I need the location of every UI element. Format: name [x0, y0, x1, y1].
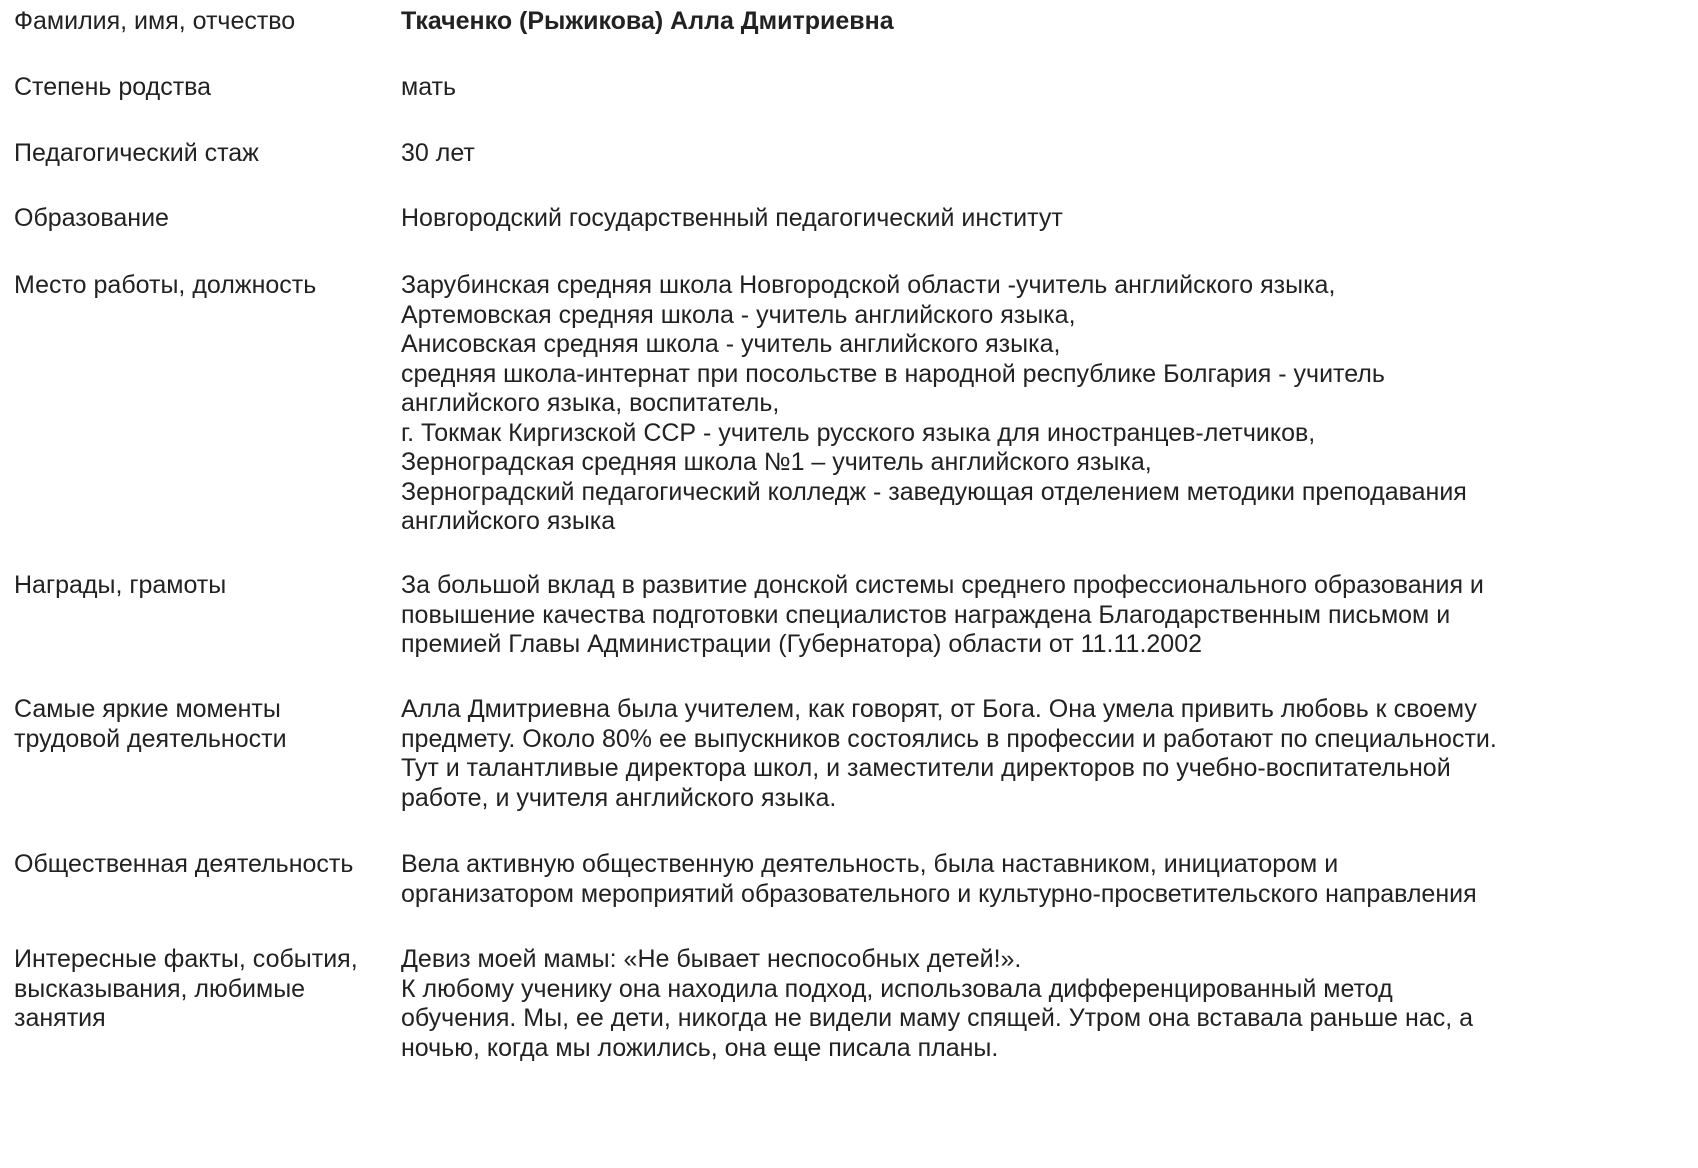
value-line: премией Главы Администрации (Губернатора) области от 11.11.2002 [401, 630, 1203, 658]
value-public-activity [388, 850, 1661, 909]
value-line: 30 лет [401, 139, 475, 167]
value-line: организатором мероприятий образовательного и культурно-просветительского направления [401, 879, 1477, 908]
label-full-name: Фамилия, имя, отчество [14, 7, 296, 35]
value-line: г. Токмак Киргизской ССР - учитель русского языка для иностранцев-летчиков, [401, 418, 1316, 447]
value-line: Анисовская средняя школа - учитель английского языка, [401, 330, 1061, 358]
value-line: Зерноградская средняя школа №1 – учитель английского языка, [401, 448, 1152, 476]
value-line: английского языка [401, 507, 616, 535]
row-interesting-facts [0, 945, 1698, 1065]
value-line: Тут и талантливые директора школ, и заместители директоров по учебно-воспитательной [401, 754, 1451, 782]
label-highlights [0, 695, 388, 754]
row-public-activity [0, 850, 1698, 945]
value-line: средняя школа-интернат при посольстве в народной республике Болгария - учитель [401, 359, 1385, 388]
value-line: Артемовская средняя школа - учитель английского языка, [401, 300, 1076, 329]
label-education: Образование [14, 204, 169, 232]
value-line: предмету. Около 80% ее выпускников состоялись в профессии и работают по специальности. [401, 724, 1497, 753]
value-line: английского языка, воспитатель, [401, 389, 780, 417]
row-awards [0, 571, 1698, 695]
label-line: занятия [14, 1004, 106, 1032]
row-highlights [0, 695, 1698, 850]
value-line: Зерноградский педагогический колледж - заведующая отделением методики преподавания [401, 477, 1467, 506]
value-line: Новгородский государственный педагогический институт [401, 204, 1063, 232]
label-line: Интересные факты, события, [14, 945, 358, 973]
row-workplace [0, 271, 1698, 571]
value-line: К любому ученику она находила подход, использовала дифференцированный метод [401, 974, 1393, 1003]
value-line: Алла Дмитриевна была учителем, как говорят, от Бога. Она умела привить любовь к своему [401, 695, 1477, 723]
row-experience [0, 139, 1698, 204]
value-relation [388, 73, 1661, 103]
row-full-name [0, 7, 1698, 73]
label-line: Самые яркие моменты [14, 695, 281, 723]
value-line: Вела активную общественную деятельность, была наставником, инициатором и [401, 850, 1339, 878]
label-interesting-facts [0, 945, 388, 1034]
row-education [0, 204, 1698, 271]
value-line: мать [401, 73, 457, 101]
value-line: повышение качества подготовки специалистов награждена Благодарственным письмом и [401, 600, 1451, 629]
value-line: Зарубинская средняя школа Новгородской области -учитель английского языка, [401, 271, 1336, 299]
value-education [388, 204, 1661, 234]
label-relation: Степень родства [14, 73, 212, 101]
value-line: Ткаченко (Рыжикова) Алла Дмитриевна [401, 7, 894, 35]
value-experience [388, 139, 1661, 169]
label-line: высказывания, любимые [14, 974, 306, 1003]
value-line: Девиз моей мамы: «Не бывает неспособных детей!». [401, 945, 1022, 973]
label-line: трудовой деятельности [14, 724, 287, 753]
value-line: За большой вклад в развитие донской системы среднего профессионального образования и [401, 571, 1484, 599]
label-experience: Педагогический стаж [14, 139, 259, 167]
value-line: обучения. Мы, ее дети, никогда не видели маму спящей. Утром она вставала раньше нас, а [401, 1004, 1474, 1032]
value-highlights [388, 695, 1661, 813]
value-workplace [388, 271, 1661, 537]
value-full-name [388, 7, 1661, 37]
label-awards: Награды, грамоты [14, 571, 227, 599]
value-interesting-facts [388, 945, 1661, 1063]
label-workplace: Место работы, должность [14, 271, 317, 299]
value-line: ночью, когда мы ложились, она еще писала планы. [401, 1033, 999, 1062]
value-line: работе, и учителя английского языка. [401, 783, 837, 812]
value-awards [388, 571, 1661, 660]
label-public-activity: Общественная деятельность [14, 850, 354, 878]
row-relation [0, 73, 1698, 139]
